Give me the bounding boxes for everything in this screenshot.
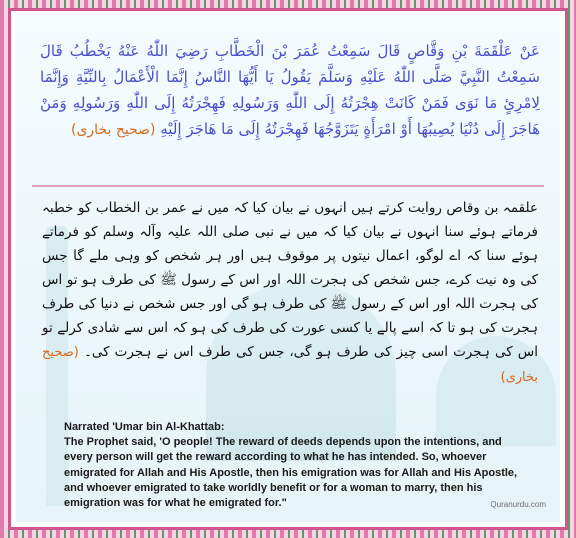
- urdu-text: علقمہ بن وقاص روایت کرتے ہیں انہوں نے بیان کیا کہ میں نے عمر بن الخطاب کو خطبہ فرماتے ہوئے سنا انہوں نے بیان کیا کہ میں نے نبی صلی اللہ علیہ وآلہ وسلم کو فرماتے ہوئے سنا کہ اے لوگو، اعمال نیتوں پر موقوف ہیں اور ہر شخص کو وہی ملے گا جس کی وہ نیت کرے، جس شخص کی ہجرت اللہ اور اس کے رسول ﷺ کی طرف ہو تو اس کی ہجرت اللہ اور اس کے رسول ﷺ کی طرف ہو گی اور جس شخص نے دنیا کی طرف ہجرت کی ہو تا کہ اسے پالے یا کسی عورت کی طرف کی ہو کہ اس سے شادی کرلے تو اس کی ہجرت اسی چیز کی طرف ہو گی، جس کی طرف اس نے ہجرت کی۔: [42, 200, 538, 360]
- english-line: every person will get the reward according to what he has intended. So, whoever: [64, 451, 487, 464]
- english-line: The Prophet said, 'O people! The reward of deeds depends upon the intentions, and: [64, 436, 502, 449]
- arabic-text: عَنْ عَلْقَمَةَ بْنِ وَقَّاصٍ قَالَ سَمِعْتُ عُمَرَ بْنَ الْخَطَّابِ رَضِيَ اللّٰهُ عَنْهُ يَخْطُبُ قَالَ سَمِعْتُ النَّبِيَّ صَلَّى اللّٰهُ عَلَيْهِ وَسَلَّمَ يَقُولُ يَا أَيُّهَا النَّاسُ إِنَّمَا الْأَعْمَالُ بِالنِّيَّةِ وَإِنَّمَا لِامْرِئٍ مَا نَوَى فَمَنْ كَانَتْ هِجْرَتُهُ إِلَى اللّٰهِ وَرَسُولِهِ فَهِجْرَتُهُ إِلَى اللّٰهِ وَرَسُولِهِ وَمَنْ هَاجَرَ إِلَى دُنْيَا يُصِيبُهَا أَوْ امْرَأَةٍ يَتَزَوَّجُهَا فَهِجْرَتُهُ إِلَى مَا هَاجَرَ إِلَيْهِ: [40, 42, 540, 138]
- section-divider: [32, 185, 544, 187]
- site-watermark: Quranurdu.com: [490, 500, 546, 509]
- urdu-reference: (صحیح بخاری): [42, 345, 538, 385]
- english-line: and whoever emigrated to take worldly benefit or for a woman to marry, then his: [64, 481, 483, 494]
- arabic-reference: (صحیح بخاری): [71, 122, 156, 138]
- hadith-panel: [16, 16, 560, 522]
- english-line: emigrated for Allah and His Apostle, then his emigration was for Allah and His Apostle,: [64, 466, 518, 479]
- english-line: emigration was for what he emigrated for.": [64, 497, 287, 510]
- urdu-translation: [42, 196, 538, 390]
- arabic-hadith: [40, 38, 540, 143]
- english-narrator: Narrated 'Umar bin Al-Khattab:: [64, 421, 225, 433]
- english-translation: [64, 420, 554, 511]
